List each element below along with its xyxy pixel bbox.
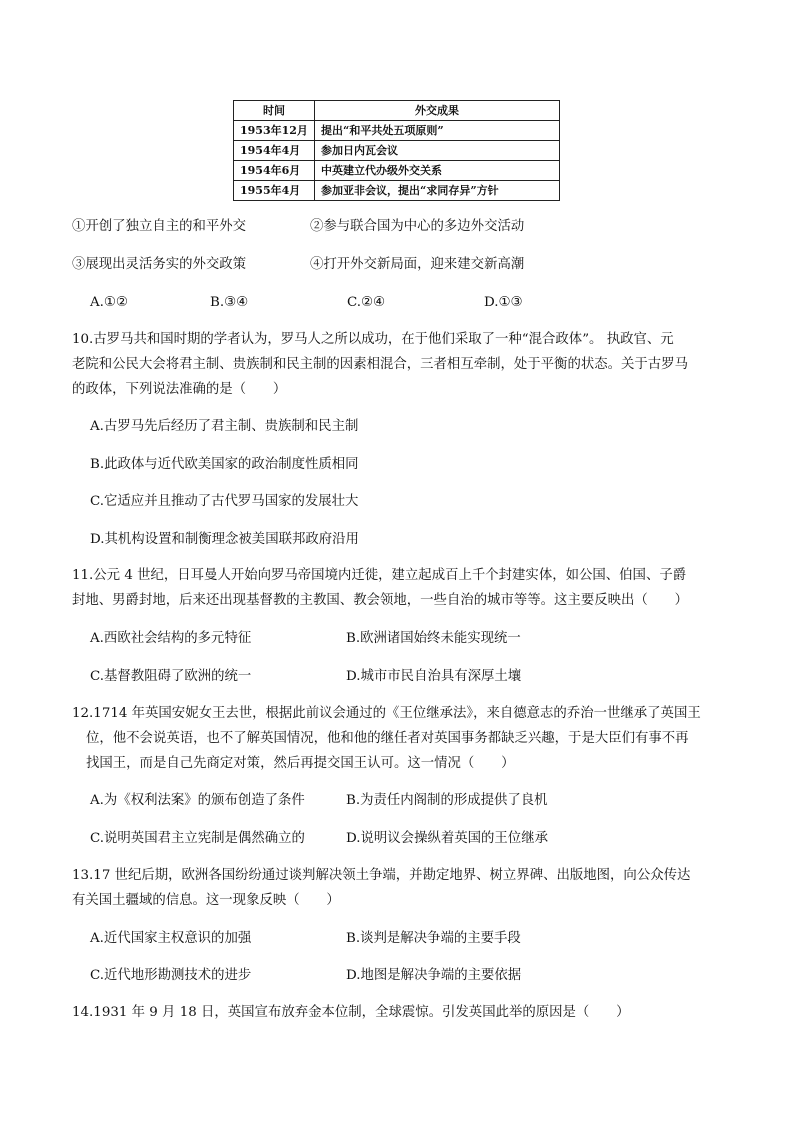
q10-option-a: A.古罗马先后经历了君主制、贵族制和民主制 [90, 419, 359, 434]
q12-stem-line-1: 12.1714 年英国安妮女王去世，根据此前议会通过的《王位继承法》，来自德意志的乔治一世继承了英国王 [72, 706, 701, 721]
q12-stem-line-3: 找国王，而是自己先商定对策，然后再提交国王认可。这一情况（ ） [86, 756, 515, 771]
q12-option-b: B.为责任内阁制的形成提供了良机 [346, 793, 548, 808]
q10-stem-line-2: 老院和公民大会将君主制、贵族制和民主制的因素相混合，三者相互牵制，处于平衡的状态。关于古罗马 [72, 357, 688, 372]
q9-option-b: B.③④ [210, 295, 249, 310]
table-cell-achievement: 参加日内瓦会议 [315, 141, 560, 161]
table-cell-achievement: 提出“和平共处五项原则” [315, 121, 560, 141]
header-achievement: 外交成果 [315, 101, 560, 121]
diplomacy-table [233, 100, 560, 201]
q11-option-a: A.西欧社会结构的多元特征 [90, 631, 252, 646]
q9-statement-4: ④打开外交新局面，迎来建交新高潮 [310, 257, 525, 272]
table-cell-time: 1955年4月 [234, 181, 315, 201]
table-row [234, 161, 560, 181]
q12-stem-line-2: 位，他不会说英语，也不了解英国情况，他和他的继任者对英国事务都缺乏兴趣，于是大臣们有事不再 [86, 731, 689, 746]
q11-option-d: D.城市市民自治具有深厚土壤 [346, 669, 522, 684]
q9-option-d: D.①③ [484, 295, 523, 310]
q10-stem-line-3: 的政体，下列说法准确的是（ ） [72, 382, 287, 397]
table-cell-time: 1953年12月 [234, 121, 315, 141]
q10-stem-line-1: 10.古罗马共和国时期的学者认为，罗马人之所以成功，在于他们采取了一种“混合政体”。 执政官、元 [72, 332, 674, 347]
q12-option-c: C.说明英国君主立宪制是偶然确立的 [90, 831, 305, 846]
q10-option-b: B.此政体与近代欧美国家的政治制度性质相同 [90, 457, 359, 472]
q10-option-d: D.其机构设置和制衡理念被美国联邦政府沿用 [90, 532, 359, 547]
q13-stem-line-1: 13.17 世纪后期，欧洲各国纷纷通过谈判解决领土争端，并勘定地界、树立界碑、出版地图，向公众传达 [72, 868, 691, 883]
q10-option-c: C.它适应并且推动了古代罗马国家的发展壮大 [90, 494, 359, 509]
table-cell-time: 1954年6月 [234, 161, 315, 181]
q11-option-b: B.欧洲诸国始终未能实现统一 [346, 631, 521, 646]
q13-option-c: C.近代地形勘测技术的进步 [90, 968, 252, 983]
q9-option-c: C.②④ [347, 295, 386, 310]
q9-statement-3: ③展现出灵活务实的外交政策 [72, 257, 247, 272]
q14-stem-line-1: 14.1931 年 9 月 18 日，英国宣布放弃金本位制，全球震惊。引发英国此举的原因是（ ） [72, 1005, 630, 1020]
q11-stem-line-2: 封地、男爵封地，后来还出现基督教的主教国、教会领地，一些自治的城市等等。这主要反映出（ ） [72, 593, 688, 608]
q13-stem-line-2: 有关国土疆域的信息。这一现象反映（ ） [72, 893, 340, 908]
table-row [234, 181, 560, 201]
q9-statement-1: ①开创了独立自主的和平外交 [72, 219, 247, 234]
q13-option-a: A.近代国家主权意识的加强 [90, 931, 252, 946]
q9-option-a: A.①② [90, 295, 128, 310]
q11-stem-line-1: 11.公元 4 世纪，日耳曼人开始向罗马帝国境内迁徙，建立起成百上千个封建实体，如公国、伯国、子爵 [72, 568, 687, 583]
table-cell-time: 1954年4月 [234, 141, 315, 161]
q13-option-b: B.谈判是解决争端的主要手段 [346, 931, 521, 946]
q12-option-a: A.为《权利法案》的颁布创造了条件 [90, 793, 305, 808]
q11-option-c: C.基督教阻碍了欧洲的统一 [90, 669, 252, 684]
q12-option-d: D.说明议会操纵着英国的王位继承 [346, 831, 548, 846]
q13-option-d: D.地图是解决争端的主要依据 [346, 968, 522, 983]
table-cell-achievement: 中英建立代办级外交关系 [315, 161, 560, 181]
header-time: 时间 [234, 101, 315, 121]
table-row [234, 141, 560, 161]
table-row [234, 121, 560, 141]
table-cell-achievement: 参加亚非会议，提出“求同存异”方针 [315, 181, 560, 201]
table-header-row [234, 101, 560, 121]
q9-statement-2: ②参与联合国为中心的多边外交活动 [310, 219, 525, 234]
